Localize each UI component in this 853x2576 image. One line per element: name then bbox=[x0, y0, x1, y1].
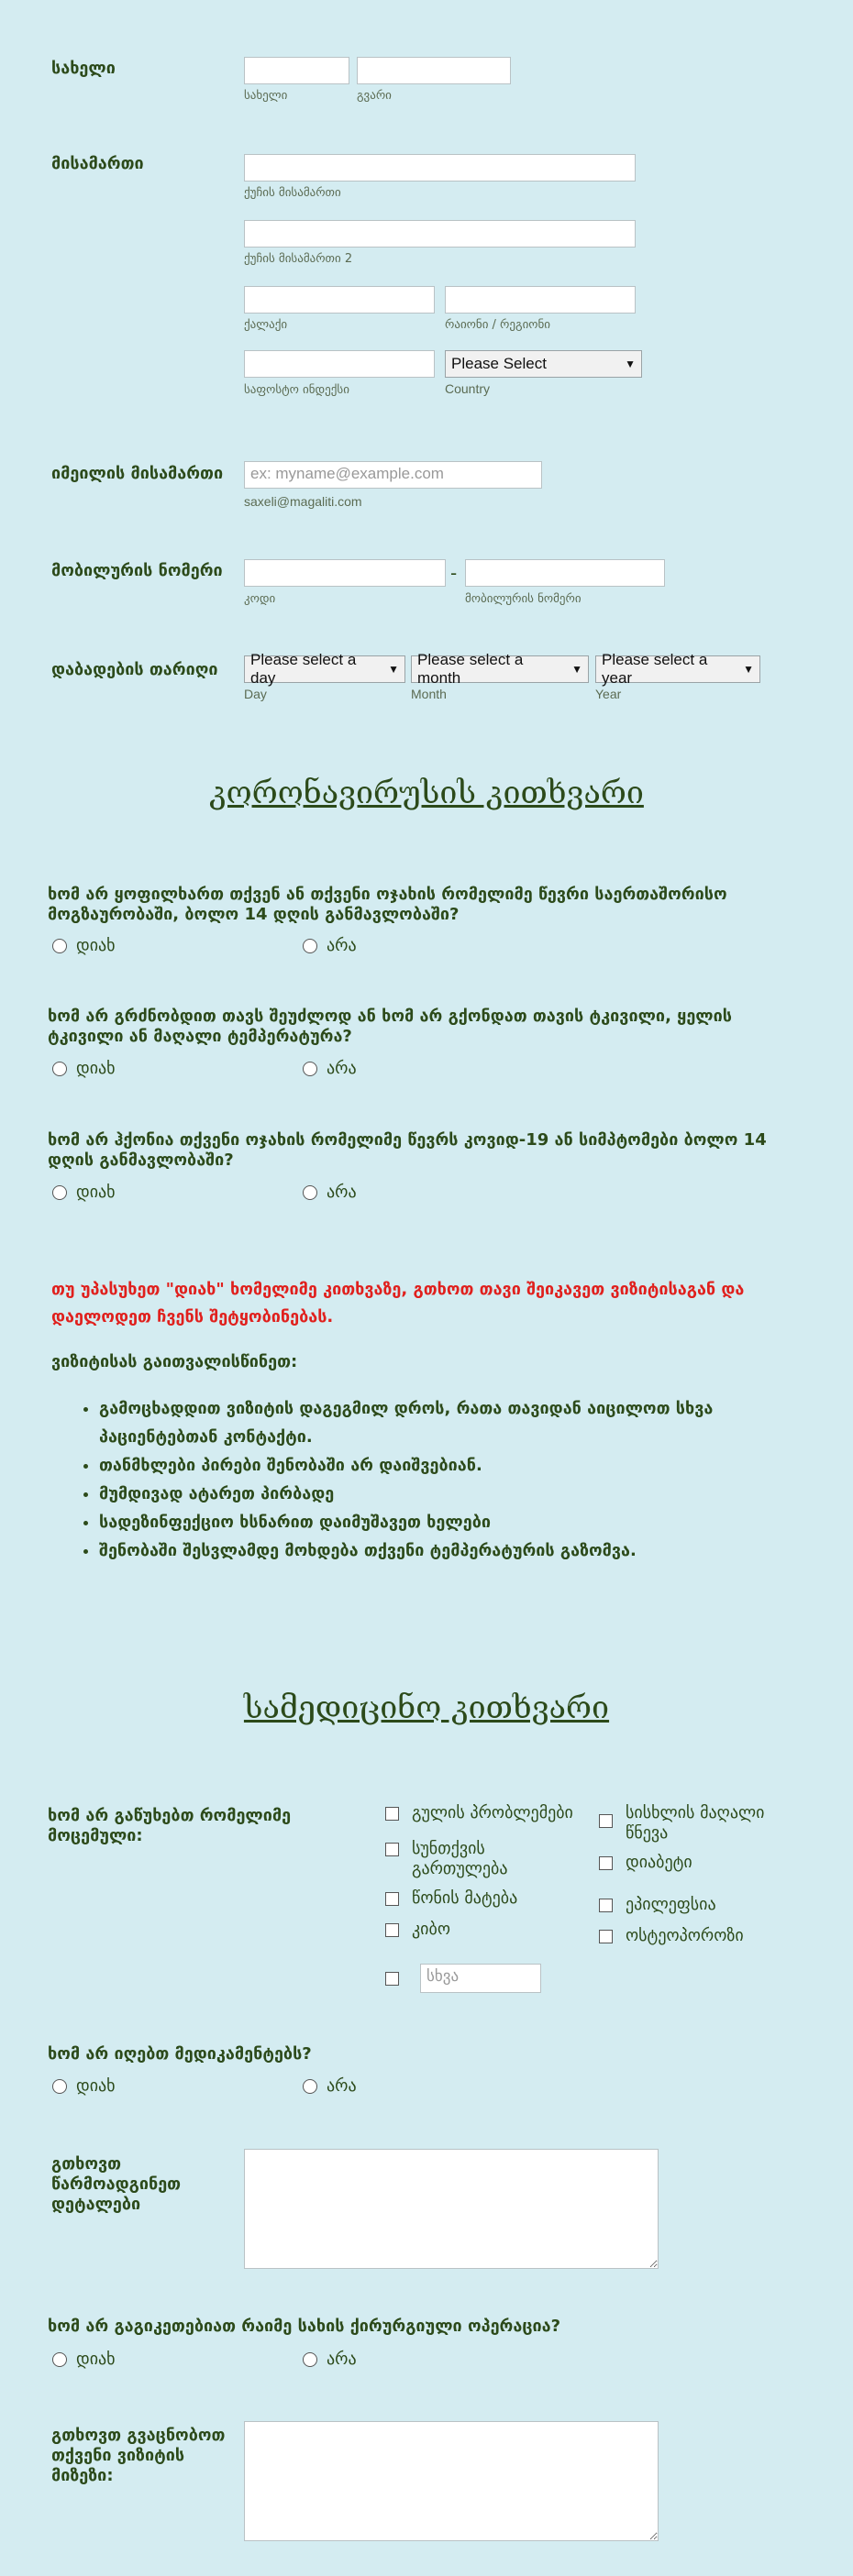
no-label: არა bbox=[327, 2076, 357, 2096]
covid-question-3: ხომ არ ჰქონია თქვენი ოჯახის რომელიმე წევრს კოვიდ-19 ან სიმპტომები ბოლო 14 დღის განმავლობაში? bbox=[48, 1130, 767, 1170]
radio-button[interactable] bbox=[303, 2352, 317, 2367]
city-input[interactable] bbox=[244, 286, 435, 314]
yes-label: დიახ bbox=[76, 2076, 116, 2096]
phone-number-sublabel: მობილურის ნომერი bbox=[465, 592, 582, 606]
yes-label: დიახ bbox=[76, 2350, 116, 2369]
last-name-input[interactable] bbox=[357, 57, 511, 84]
tip-item: • შენობაში შესვლამდე მოხდება თქვენი ტემპერატურის გაზომვა. bbox=[99, 1536, 725, 1565]
tips-list bbox=[73, 1394, 725, 1565]
no-label: არა bbox=[327, 1059, 357, 1078]
condition-label: გულის პრობლემები bbox=[412, 1803, 573, 1822]
no-label: არა bbox=[327, 936, 357, 955]
tip-item: • სადეზინფექციო ხსნარით დაიმუშავეთ ხელები bbox=[99, 1508, 725, 1536]
email-sublabel: saxeli@magaliti.com bbox=[244, 494, 362, 509]
condition-label: სუნთქვის გართულება bbox=[412, 1839, 508, 1878]
day-select-value: Please select a day bbox=[250, 651, 357, 687]
condition-label: კიბო bbox=[412, 1920, 450, 1939]
checkbox[interactable] bbox=[385, 1892, 399, 1906]
month-select[interactable] bbox=[411, 651, 589, 687]
postal-input[interactable] bbox=[244, 350, 435, 378]
birthdate-label: დაბადების თარიღი bbox=[51, 660, 218, 679]
radio-button[interactable] bbox=[52, 2352, 67, 2367]
radio-button[interactable] bbox=[303, 1062, 317, 1076]
radio-button[interactable] bbox=[52, 1062, 67, 1076]
postal-sublabel: საფოსტო ინდექსი bbox=[244, 383, 349, 397]
tips-title: ვიზიტისას გაითვალისწინეთ: bbox=[51, 1352, 298, 1371]
radio-button[interactable] bbox=[52, 939, 67, 953]
condition-option[interactable] bbox=[599, 1926, 810, 1946]
month-select-value: Please select a month bbox=[417, 651, 524, 687]
condition-option[interactable] bbox=[385, 1839, 587, 1879]
condition-label: ეპილეფსია bbox=[626, 1895, 716, 1914]
day-select[interactable] bbox=[244, 651, 405, 687]
no-label: არა bbox=[327, 2350, 357, 2369]
radio-button[interactable] bbox=[303, 1185, 317, 1200]
country-select[interactable] bbox=[445, 350, 642, 378]
checkbox[interactable] bbox=[385, 1923, 399, 1937]
street2-sublabel: ქუჩის მისამართი 2 bbox=[244, 252, 353, 266]
visit-reason-label: გთხოვთ გვაცნობოთ თქვენი ვიზიტის მიზეზი: bbox=[51, 2426, 226, 2485]
other-condition-input[interactable] bbox=[420, 1964, 541, 1993]
surgery-yes-option[interactable] bbox=[52, 2350, 116, 2369]
radio-button[interactable] bbox=[52, 1185, 67, 1200]
covid-heading: კორონავირუსის კითხვარი bbox=[209, 775, 644, 811]
condition-option[interactable] bbox=[385, 1803, 587, 1823]
covid-q2-yes-option[interactable] bbox=[52, 1059, 116, 1078]
medication-no-option[interactable] bbox=[303, 2076, 357, 2096]
condition-option[interactable] bbox=[599, 1803, 810, 1844]
yes-label: დიახ bbox=[76, 936, 116, 955]
chevron-down-icon: ▼ bbox=[571, 663, 582, 676]
conditions-column-2 bbox=[599, 1803, 810, 1946]
phone-dash: - bbox=[450, 562, 458, 584]
last-name-sublabel: გვარი bbox=[357, 89, 392, 103]
street-input[interactable] bbox=[244, 154, 636, 182]
address-label: მისამართი bbox=[51, 154, 144, 173]
checkbox[interactable] bbox=[385, 1843, 399, 1856]
phone-label: მობილურის ნომერი bbox=[51, 561, 223, 580]
yes-label: დიახ bbox=[76, 1059, 116, 1078]
medical-heading: სამედიცინო კითხვარი bbox=[243, 1690, 610, 1726]
chevron-down-icon: ▼ bbox=[388, 663, 399, 676]
covid-warning: თუ უპასუხეთ "დიახ" ხომელიმე კითხვაზე, გთხოთ თავი შეიკავეთ ვიზიტისაგან და დაელოდეთ ჩვენს შეტყობინებას. bbox=[51, 1280, 745, 1327]
year-select[interactable] bbox=[595, 651, 760, 687]
condition-label: წონის მატება bbox=[412, 1888, 518, 1908]
radio-button[interactable] bbox=[303, 939, 317, 953]
surgery-no-option[interactable] bbox=[303, 2350, 357, 2369]
name-label: სახელი bbox=[51, 59, 116, 78]
covid-q3-no-option[interactable] bbox=[303, 1183, 357, 1202]
surgery-question: ხომ არ გაგიკეთებიათ რაიმე სახის ქირურგიული ოპერაცია? bbox=[48, 2317, 561, 2336]
covid-q2-no-option[interactable] bbox=[303, 1059, 357, 1078]
tip-item: • გამოცხადდით ვიზიტის დაგეგმილ დროს, რათა თავიდან აიცილოთ სხვა პაციენტებთან კონტაქტი. bbox=[99, 1394, 725, 1451]
country-sublabel: Country bbox=[445, 381, 491, 396]
checkbox[interactable] bbox=[599, 1856, 613, 1870]
city-sublabel: ქალაქი bbox=[244, 318, 288, 332]
other-placeholder: სხვა bbox=[426, 1967, 460, 1985]
covid-question-1: ხომ არ ყოფილხართ თქვენ ან თქვენი ოჯახის რომელიმე წევრი საერთაშორისო მოგზაურობაში, ბოლო 14 დღის განმავლობაში? bbox=[48, 885, 727, 924]
other-checkbox[interactable] bbox=[385, 1972, 399, 1986]
day-sublabel: Day bbox=[244, 687, 267, 701]
checkbox[interactable] bbox=[599, 1899, 613, 1912]
condition-label: ოსტეოპოროზი bbox=[626, 1926, 744, 1945]
tip-item: • მუმდივად ატარეთ პირბადე bbox=[99, 1480, 725, 1508]
tip-item: • თანმხლები პირები შენობაში არ დაიშვებიან. bbox=[99, 1451, 725, 1480]
medication-question: ხომ არ იღებთ მედიკამენტებს? bbox=[48, 2044, 312, 2064]
email-label: იმეილის მისამართი bbox=[51, 464, 224, 483]
covid-question-2: ხომ არ გრძნობდით თავს შეუძლოდ ან ხომ არ გქონდათ თავის ტკივილი, ყელის ტკივილი ან მაღალი ტემპერატურა? bbox=[48, 1007, 733, 1046]
condition-label: სისხლის მაღალი წნევა bbox=[626, 1803, 765, 1843]
phone-code-sublabel: კოდი bbox=[244, 592, 276, 606]
phone-code-input[interactable] bbox=[244, 559, 446, 587]
visit-reason-textarea[interactable] bbox=[244, 2421, 659, 2541]
year-sublabel: Year bbox=[595, 687, 622, 701]
covid-q1-no-option[interactable] bbox=[303, 936, 357, 955]
email-input[interactable] bbox=[244, 461, 542, 489]
radio-button[interactable] bbox=[303, 2079, 317, 2094]
chevron-down-icon: ▼ bbox=[743, 663, 754, 676]
no-label: არა bbox=[327, 1183, 357, 1202]
email-placeholder: ex: myname@example.com bbox=[250, 465, 444, 482]
street2-input[interactable] bbox=[244, 220, 636, 248]
conditions-label: ხომ არ გაწუხებთ რომელიმე მოცემული: bbox=[48, 1806, 292, 1845]
covid-q3-yes-option[interactable] bbox=[52, 1183, 116, 1202]
phone-number-input[interactable] bbox=[465, 559, 665, 587]
region-input[interactable] bbox=[445, 286, 636, 314]
condition-option[interactable] bbox=[599, 1895, 810, 1915]
country-select-value: Please Select bbox=[451, 355, 547, 372]
medication-yes-option[interactable] bbox=[52, 2076, 116, 2096]
checkbox[interactable] bbox=[599, 1814, 613, 1828]
year-select-value: Please select a year bbox=[602, 651, 708, 687]
first-name-sublabel: სახელი bbox=[244, 89, 288, 103]
details-textarea[interactable] bbox=[244, 2149, 659, 2269]
checkbox[interactable] bbox=[385, 1807, 399, 1821]
month-sublabel: Month bbox=[411, 687, 447, 701]
details-label: გთხოვთ წარმოადგინეთ დეტალები bbox=[51, 2154, 182, 2214]
yes-label: დიახ bbox=[76, 1183, 116, 1202]
radio-button[interactable] bbox=[52, 2079, 67, 2094]
condition-label: დიაბეტი bbox=[626, 1853, 692, 1872]
condition-option[interactable] bbox=[599, 1853, 810, 1873]
street-sublabel: ქუჩის მისამართი bbox=[244, 186, 341, 200]
first-name-input[interactable] bbox=[244, 57, 349, 84]
covid-q1-yes-option[interactable] bbox=[52, 936, 116, 955]
conditions-column-1 bbox=[385, 1803, 587, 1940]
condition-option[interactable] bbox=[385, 1888, 587, 1909]
chevron-down-icon: ▼ bbox=[625, 358, 636, 370]
condition-option[interactable] bbox=[385, 1920, 587, 1940]
checkbox[interactable] bbox=[599, 1930, 613, 1943]
region-sublabel: რაიონი / რეგიონი bbox=[445, 318, 551, 332]
